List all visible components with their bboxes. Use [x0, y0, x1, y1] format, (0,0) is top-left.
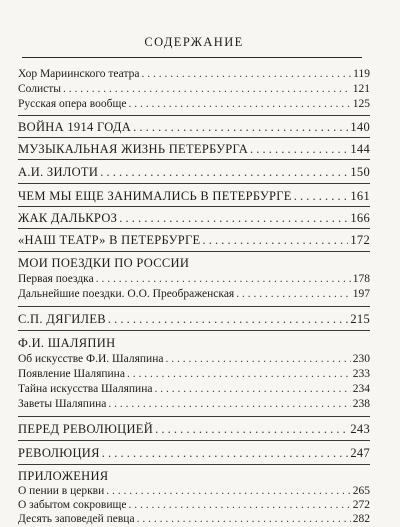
toc-entry	[18, 98, 370, 110]
leader-dots	[119, 211, 348, 226]
section-divider	[18, 159, 370, 160]
toc-entry-title: Дальнейшие поездки. О.О. Преображенская	[18, 288, 235, 300]
section-divider	[18, 251, 370, 252]
toc-entry-page: 178	[352, 273, 370, 285]
toc-entry	[18, 398, 370, 410]
toc-entry-title: Появление Шаляпина	[18, 368, 125, 380]
toc-entry	[18, 499, 370, 511]
toc-entry-page: 230	[352, 353, 370, 365]
toc-entry	[18, 165, 370, 180]
title-rule	[22, 57, 362, 58]
toc-entry-title: МУЗЫКАЛЬНАЯ ЖИЗНЬ ПЕТЕРБУРГА	[18, 142, 249, 156]
toc-entry	[18, 485, 370, 497]
leader-dots	[128, 499, 350, 511]
toc-entry-page: 197	[352, 288, 370, 300]
leader-dots	[155, 422, 348, 437]
toc-entry-page: 121	[352, 83, 370, 95]
toc-entry-page: 215	[350, 312, 370, 326]
section-heading: МОИ ПОЕЗДКИ ПО РОССИИ	[18, 256, 190, 270]
toc-entry-page: 233	[352, 368, 370, 380]
toc-entry	[18, 233, 370, 248]
toc-entry	[18, 211, 370, 226]
leader-dots	[106, 485, 350, 497]
toc-entry-title: А.И. ЗИЛОТИ	[18, 165, 99, 179]
leader-dots	[96, 273, 351, 285]
toc-entry	[18, 446, 370, 461]
leader-dots	[108, 312, 348, 327]
toc-entry-page: 272	[352, 499, 370, 511]
leader-dots	[236, 288, 351, 300]
leader-dots	[63, 83, 351, 95]
section-divider	[18, 440, 370, 441]
toc-entry-title: ВОЙНА 1914 ГОДА	[18, 120, 132, 134]
toc-entry	[18, 288, 370, 300]
leader-dots	[250, 142, 348, 157]
toc-entry-page: 144	[350, 142, 370, 156]
toc-entry-page: 161	[350, 189, 370, 203]
leader-dots	[202, 233, 348, 248]
toc-entry-page: 265	[352, 485, 370, 497]
section-heading: ПРИЛОЖЕНИЯ	[18, 469, 109, 483]
leader-dots	[294, 189, 349, 204]
leader-dots	[142, 68, 352, 80]
page-title: СОДЕРЖАНИЕ	[144, 35, 244, 49]
leader-dots	[127, 368, 351, 380]
toc-entry-page: 140	[350, 120, 370, 134]
toc-entry-title: Хор Мариинского театра	[18, 68, 140, 80]
toc-entry	[18, 513, 370, 525]
toc-entry-page: 119	[353, 68, 370, 80]
toc-page	[18, 0, 370, 527]
leader-dots	[137, 513, 351, 525]
toc-entry-title: Русская опера вообще	[18, 98, 127, 110]
toc-entry-title: Тайна искусства Шаляпина	[18, 383, 153, 395]
toc-entry-title: О пении в церкви	[18, 485, 105, 497]
toc-entry	[18, 353, 370, 365]
toc-entry-page: 234	[352, 383, 370, 395]
leader-dots	[128, 98, 350, 110]
toc-entry-page: 243	[350, 422, 370, 436]
section-divider	[18, 464, 370, 465]
section-divider	[18, 330, 370, 331]
toc-entry-title: Десять заповедей певца	[18, 513, 135, 525]
section-divider	[18, 137, 370, 138]
section-divider	[18, 206, 370, 207]
toc-entry-title: Об искусстве Ф.И. Шаляпина	[18, 353, 164, 365]
toc-entry	[18, 368, 370, 380]
toc-entry-page: 166	[350, 211, 370, 225]
toc-entry-page: 238	[352, 398, 370, 410]
leader-dots	[165, 353, 350, 365]
leader-dots	[154, 383, 350, 395]
leader-dots	[108, 398, 350, 410]
toc-entry-title: РЕВОЛЮЦИЯ	[18, 446, 100, 460]
toc-entry	[18, 83, 370, 95]
toc-entry	[18, 68, 370, 80]
leader-dots	[133, 120, 348, 135]
section-heading: Ф.И. ШАЛЯПИН	[18, 336, 116, 350]
toc-entry-title: О забытом сокровище	[18, 499, 127, 511]
toc-entry-page: 150	[350, 165, 370, 179]
toc-entry-title: «НАШ ТЕАТР» В ПЕТЕРБУРГЕ	[18, 233, 201, 247]
leader-dots	[100, 165, 348, 180]
toc-entry	[18, 312, 370, 327]
toc-entry-title: Солисты	[18, 83, 62, 95]
toc-entry-title: Заветы Шаляпина	[18, 398, 107, 410]
toc-entry-title: ПЕРЕД РЕВОЛЮЦИЕЙ	[18, 422, 154, 436]
leader-dots	[102, 446, 349, 461]
toc-entry	[18, 120, 370, 135]
section-divider	[18, 115, 370, 116]
toc-entry-page: 172	[350, 233, 370, 247]
toc-entry-title: С.П. ДЯГИЛЕВ	[18, 312, 106, 326]
toc-entry-page: 247	[350, 446, 370, 460]
section-divider	[18, 228, 370, 229]
toc-entry	[18, 422, 370, 437]
toc-entry-title: ЧЕМ МЫ ЕЩЕ ЗАНИМАЛИСЬ В ПЕТЕРБУРГЕ	[18, 189, 292, 203]
toc-entry-title: ЖАК ДАЛЬКРОЗ	[18, 211, 118, 225]
toc-entry	[18, 189, 370, 204]
section-divider	[18, 416, 370, 417]
section-divider	[18, 306, 370, 307]
section-divider	[18, 183, 370, 184]
toc-entry-page: 125	[352, 98, 370, 110]
toc-entry	[18, 142, 370, 157]
toc-entry	[18, 383, 370, 395]
toc-entry-page: 282	[352, 513, 370, 525]
toc-entry-title: Первая поездка	[18, 273, 94, 285]
toc-entry	[18, 273, 370, 285]
